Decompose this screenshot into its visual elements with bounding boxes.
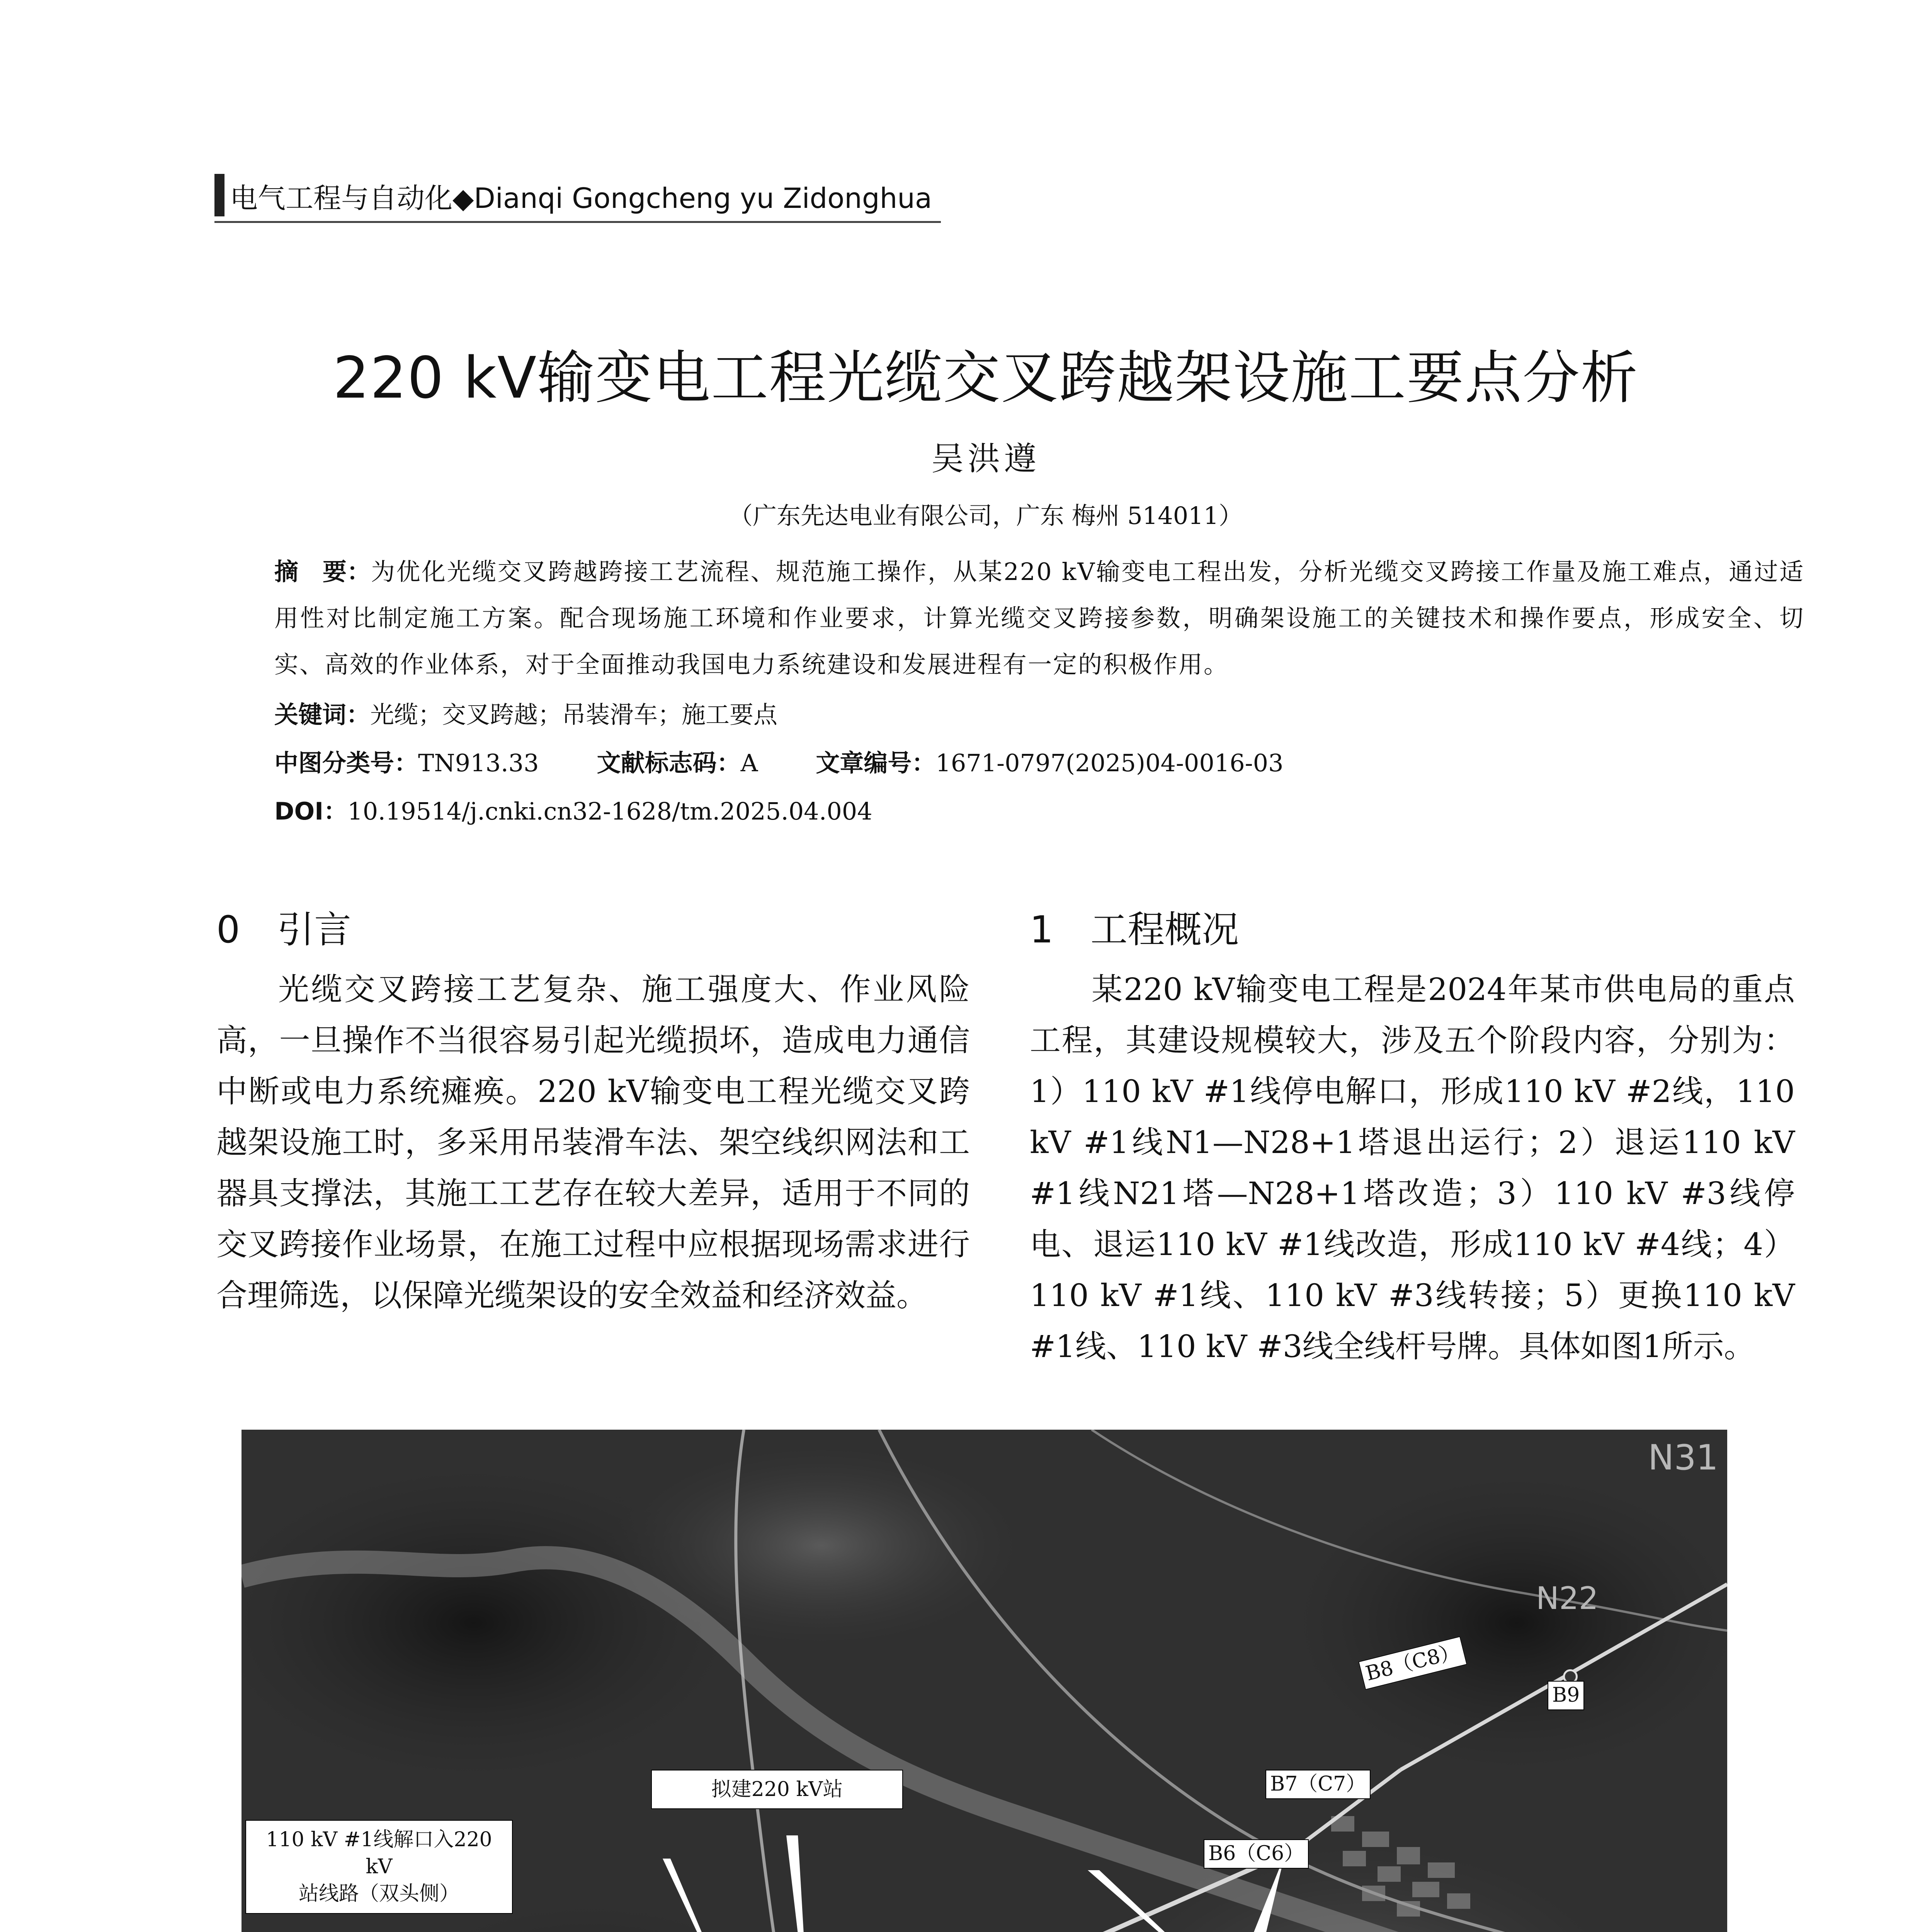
doi-label: DOI：	[274, 797, 348, 825]
section-1-heading: 1 工程概况	[1030, 908, 1239, 951]
abstract-label: 摘 要：	[274, 558, 371, 586]
callout-dual-side-line-2: 站线路（双头侧）	[298, 1882, 459, 1906]
label-b6: B6（C6）	[1204, 1839, 1309, 1869]
header-accent-bar	[214, 174, 224, 216]
article-no-value: 1671-0797(2025)04-0016-03	[935, 749, 1284, 777]
header-rule	[214, 221, 941, 223]
keywords: 光缆；交叉跨越；吊装滑车；施工要点	[370, 701, 778, 729]
label-b8: B8（C8）	[1358, 1636, 1467, 1690]
section-0-body: 光缆交叉跨接工艺复杂、施工强度大、作业风险高，一旦操作不当很容易引起光缆损坏，造成电力通信中断或电力系统瘫痪。220 kV输变电工程光缆交叉跨越架设施工时，多采用吊装滑车法、架空线织网法和工器具支撑法，其施工工艺存在较大差异，适用于不同的交叉跨接作业场景，在施工过程中应根据现场需求进行合理筛选，以保障光缆架设的安全效益和经济效益。	[216, 971, 970, 1313]
doc-code-label: 文献标志码：	[597, 749, 741, 777]
keywords-label: 关键词：	[274, 701, 371, 729]
doi-value: 10.19514/j.cnki.cn32-1628/tm.2025.04.004	[347, 797, 872, 825]
doi-line	[274, 792, 872, 827]
abstract-text: 为优化光缆交叉跨越跨接工艺流程、规范施工操作，从某220 kV输变电工程出发，分析光缆交叉跨接工作量及施工难点，通过适用性对比制定施工方案。配合现场施工环境和作业要求，计算光缆交叉跨接参数，明确架设施工的关键技术和操作要点，形成安全、切实、高效的作业体系，对于全面推动我国电力系统建设和发展进程有一定的积极作用。	[274, 558, 1804, 679]
map-mark-n31-top: N31	[1648, 1437, 1718, 1478]
affiliation: （广东先达电业有限公司，广东 梅州 514011）	[728, 502, 1243, 530]
keywords-line	[274, 696, 777, 730]
map-mark-n22: N22	[1536, 1580, 1599, 1616]
clc-label: 中图分类号：	[274, 749, 418, 777]
journal-header: 电气工程与自动化◆Dianqi Gongcheng yu Zidonghua	[230, 182, 932, 214]
abstract	[274, 549, 1804, 688]
figure-1-map	[242, 1430, 1727, 1932]
article-no-label: 文章编号：	[816, 749, 936, 777]
section-0-heading: 0 引言	[216, 908, 352, 951]
callout-proposed-station: 拟建220 kV站	[651, 1770, 903, 1809]
article-title: 220 kV输变电工程光缆交叉跨越架设施工要点分析	[333, 345, 1639, 411]
classification-line	[274, 744, 1284, 778]
clc-value: TN913.33	[418, 749, 539, 777]
doc-code-value: A	[740, 749, 758, 777]
callout-dual-side-line	[245, 1820, 513, 1914]
callout-dual-side-line-1: 110 kV #1线解口入220 kV	[266, 1828, 492, 1879]
section-1-body: 某220 kV输变电工程是2024年某市供电局的重点工程，其建设规模较大，涉及五个阶段内容，分别为：1）110 kV #1线停电解口，形成110 kV #2线，110 kV #1线N1—N28+1塔退出运行；2）退运110 kV #1线N21塔—N28+1塔改造；3）110 kV #3线停电、退运110 kV #1线改造，形成110 kV #4线；4）110 kV #1线、110 kV #3线转接；5）更换110 kV #1线、110 kV #3线全线杆号牌。具体如图1所示。	[1030, 971, 1795, 1364]
author: 吴洪遵	[931, 440, 1040, 478]
label-b9: B9	[1548, 1681, 1584, 1710]
label-b7: B7（C7）	[1265, 1770, 1371, 1799]
